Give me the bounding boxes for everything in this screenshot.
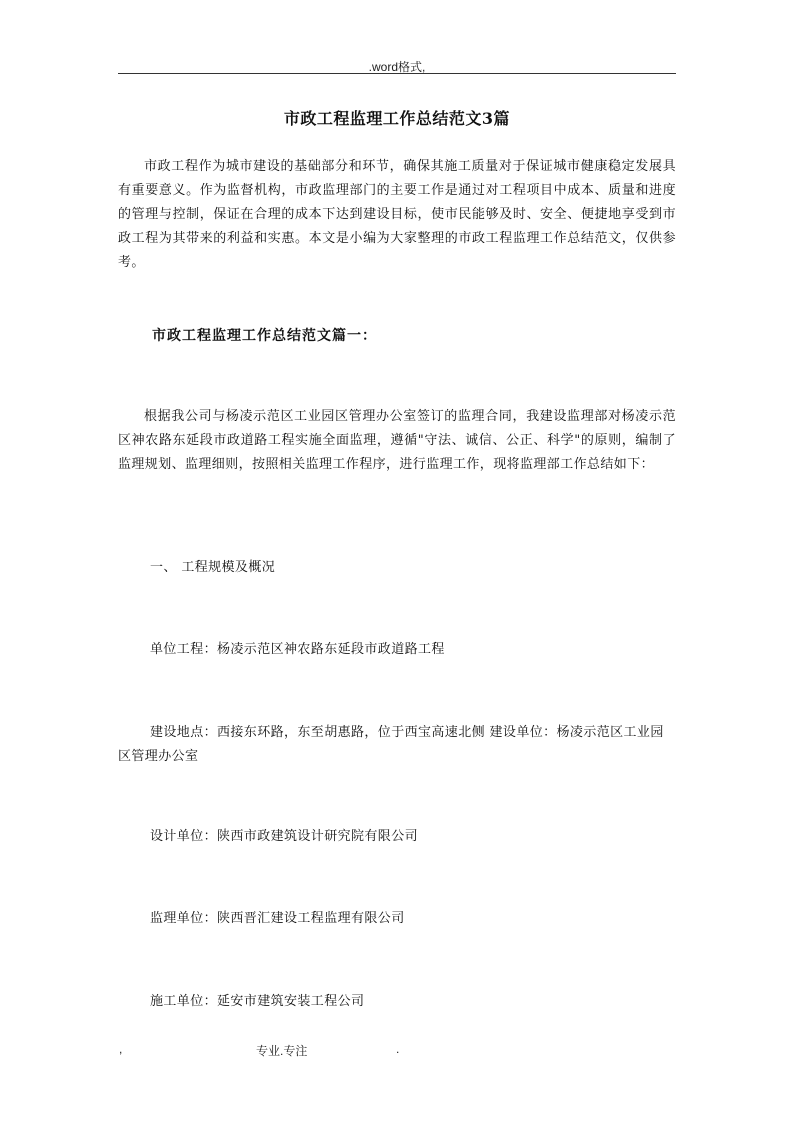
unit-project-line: 单位工程：杨凌示范区神农路东延段市政道路工程 xyxy=(150,642,445,657)
footer-right-mark: . xyxy=(396,1042,400,1056)
body-paragraph: 根据我公司与杨凌示范区工业园区管理办公室签订的监理合同，我建设监理部对杨凌示范区神农路东延段市政道路工程实施全面监理，遵循"守法、诚信、公正、科学"的原则，编制了监理规划、监理细则，按照相关监理工作程序，进行监理工作，现将监理部工作总结如下： xyxy=(118,409,676,472)
subsection-heading: 一、 工程规模及概况 xyxy=(150,560,276,575)
supervision-unit-line: 监理单位：陕西晋汇建设工程监理有限公司 xyxy=(150,911,405,926)
site-location-line: 建设地点：西接东环路，东至胡惠路，位于西宝高速北侧 建设单位：杨凌示范区工业园区管理办公室 xyxy=(118,725,664,764)
section-heading: 市政工程监理工作总结范文篇一： xyxy=(152,328,377,344)
footer-center-text: 专业.专注 xyxy=(256,1044,308,1058)
design-unit-line: 设计单位：陕西市政建筑设计研究院有限公司 xyxy=(150,829,419,844)
header-text: .word格式, xyxy=(368,60,426,74)
intro-paragraph: 市政工程作为城市建设的基础部分和环节，确保其施工质量对于保证城市健康稳定发展具有重要意义。作为监督机构，市政监理部门的主要工作是通过对工程项目中成本、质量和进度的管理与控制，保证在合理的成本下达到建设目标，使市民能够及时、安全、便捷地享受到市政工程为其带来的利益和实惠。本文是小编为大家整理的市政工程监理工作总结范文，仅供参考。 xyxy=(118,159,676,270)
document-title: 市政工程监理工作总结范文3篇 xyxy=(283,109,511,128)
header-divider xyxy=(118,73,676,74)
footer-left-mark: , xyxy=(119,1042,123,1056)
construction-unit-line: 施工单位：延安市建筑安装工程公司 xyxy=(150,994,365,1009)
